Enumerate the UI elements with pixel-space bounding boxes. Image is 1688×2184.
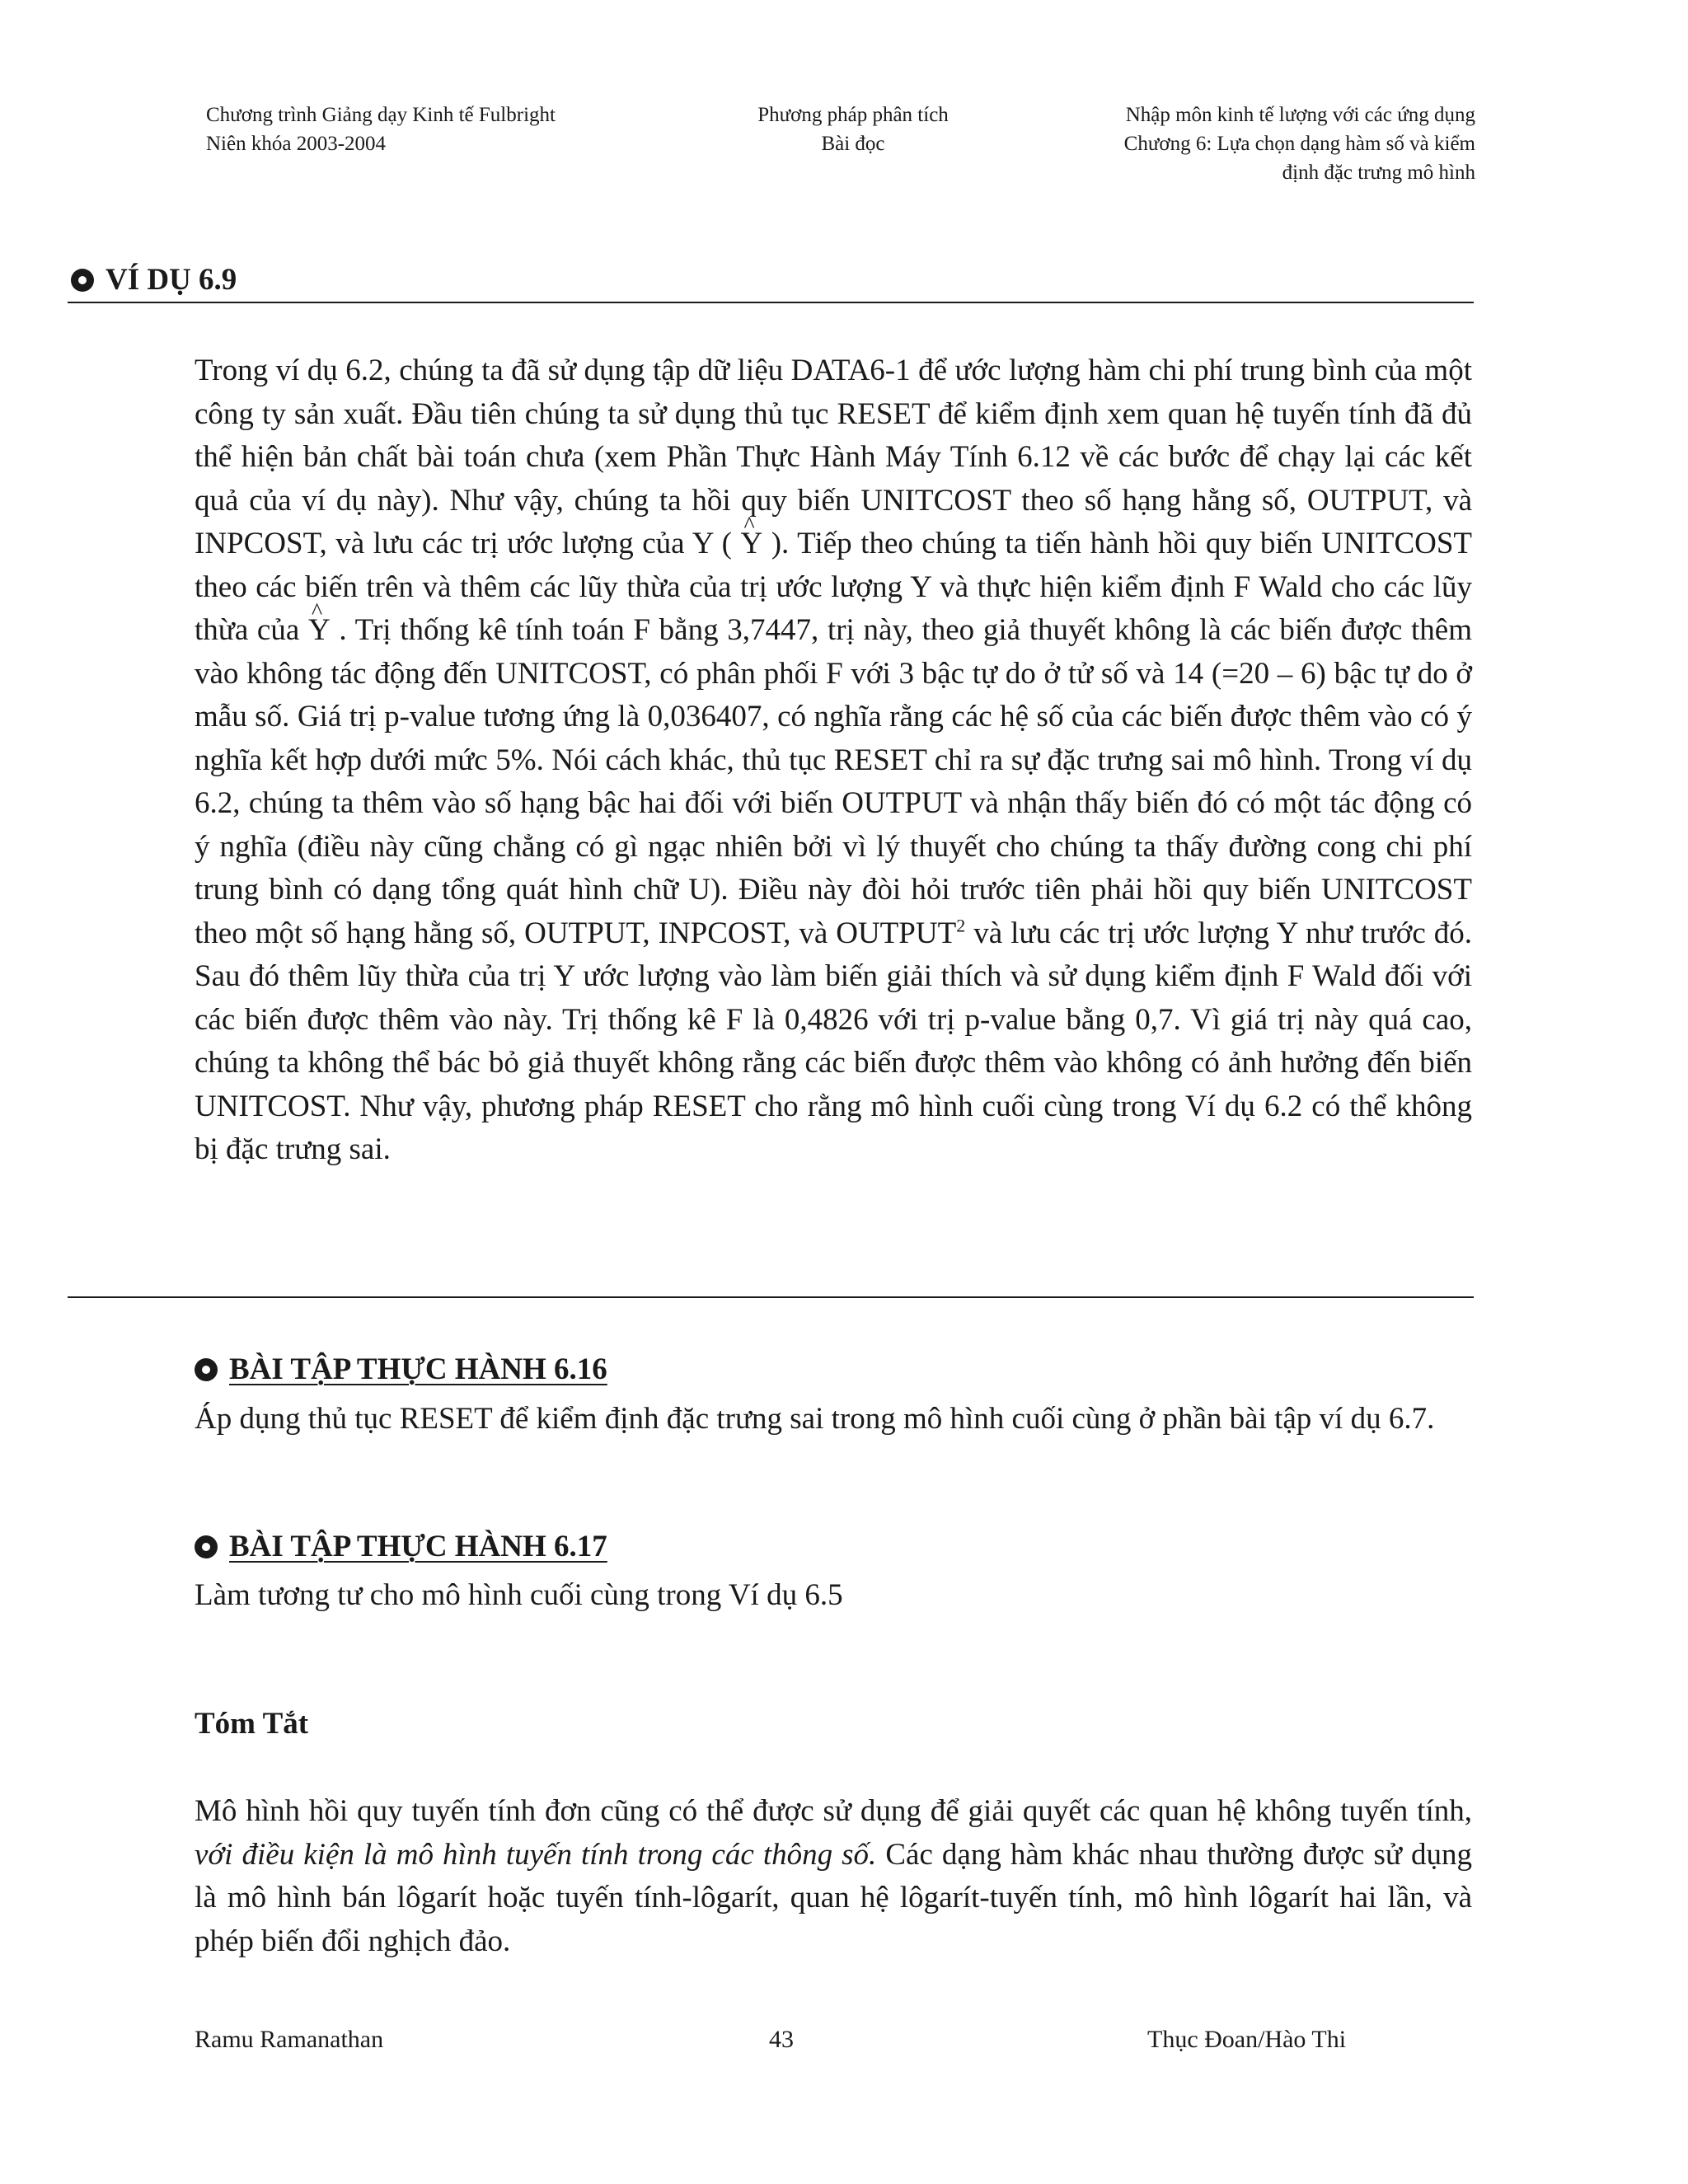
chapter-title: Chương 6: Lựa chọn dạng hàm số và kiểm — [1123, 133, 1475, 155]
summary-body — [195, 1790, 1472, 1963]
summary-text-italic: với điều kiện là mô hình tuyến tính trong các thông số. — [195, 1837, 877, 1872]
academic-year: Niên khóa 2003-2004 — [206, 133, 387, 155]
course-method: Phương pháp phân tích — [757, 104, 949, 126]
example-text-a: Trong ví dụ 6.2, chúng ta đã sử dụng tập dữ liệu DATA6-1 để ước lượng hàm chi phí trung bình của một công ty sản xuất. Đầu tiên chúng ta sử dụng thủ tục RESET để kiểm định xem quan hệ tuyến tính đã đủ thể hiện bản chất bài toán chưa (xem Phần Thực Hành Máy Tính 6.12 về các bước để chạy lại các kết quả của ví dụ này). Như vậy, chúng ta hồi quy biến UNITCOST theo số hạng hằng số, OUTPUT, và INPCOST, và lưu các trị ước lượng của Y ( — [195, 354, 1472, 560]
exercise-17-title — [195, 1529, 607, 1565]
footer-translators: Thục Đoan/Hào Thi — [1147, 2026, 1347, 2053]
footer-author: Ramu Ramanathan — [195, 2026, 384, 2053]
page-number: 43 — [769, 2026, 794, 2053]
chapter-title-cont: định đặc trưng mô hình — [1282, 162, 1475, 184]
superscript-2: 2 — [956, 915, 966, 936]
summary-text-2: Các dạng hàm khác nhau thường được sử dụng là mô hình bán lôgarít hoặc tuyến tính-lôgarít, quan hệ lôgarít-tuyến tính, mô hình lôgarít hai lần, và phép biến đổi nghịch đảo. — [195, 1837, 1472, 1958]
header-middle — [729, 101, 977, 158]
reading-label: Bài đọc — [821, 133, 885, 155]
summary-title: Tóm Tắt — [195, 1707, 309, 1741]
book-title: Nhập môn kinh tế lượng với các ứng dụng — [1125, 104, 1475, 126]
bullet-icon — [71, 269, 94, 292]
bullet-icon — [195, 1358, 218, 1381]
example-text-d: và lưu các trị ước lượng Y như trước đó. Sau đó thêm lũy thừa của trị Y ước lượng vào làm biến giải thích và sử dụng kiểm định F Wald đối với các biến được thêm vào này. Trị thống kê F là 0,4826 với trị p-value bằng 0,7. Vì giá trị này quá cao, chúng ta không thể bác bỏ giả thuyết không rằng các biến được thêm vào không có ảnh hưởng đến biến UNITCOST. Như vậy, phương pháp RESET cho rằng mô hình cuối cùng trong Ví dụ 6.2 có thể không bị đặc trưng sai. — [195, 916, 1472, 1166]
exercise-16-title — [195, 1352, 607, 1388]
header-right — [1006, 101, 1475, 187]
example-text-c: . Trị thống kê tính toán F bằng 3,7447, trị này, theo giả thuyết không là các biến được thêm vào không tác động đến UNITCOST, có phân phối F với 3 bậc tự do ở tử số và 14 (=20 – 6) bậc tự do ở mẫu số. Giá trị p-value tương ứng là 0,036407, có nghĩa rằng các hệ số của các biến được thêm vào có ý nghĩa kết hợp dưới mức 5%. Nói cách khác, thủ tục RESET chỉ ra sự đặc trưng sai mô hình. Trong ví dụ 6.2, chúng ta thêm vào số hạng bậc hai đối với biến OUTPUT và nhận thấy biến đó có một tác động có ý nghĩa (điều này cũng chẳng có gì ngạc nhiên bởi vì lý thuyết cho chúng ta thấy đường cong chi phí trung bình có dạng tổng quát hình chữ U). Điều này đòi hỏi trước tiên phải hồi quy biến UNITCOST theo một số hạng hằng số, OUTPUT, INPCOST, và OUTPUT — [195, 613, 1472, 950]
exercise-17-title-text: BÀI TẬP THỰC HÀNH 6.17 — [229, 1530, 607, 1563]
exercise-16-text: Áp dụng thủ tục RESET để kiểm định đặc trưng sai trong mô hình cuối cùng ở phần bài tập ví dụ 6.7. — [195, 1402, 1435, 1436]
header-left — [206, 101, 556, 158]
section-rule-top — [68, 302, 1474, 303]
y-hat-symbol-2: ^ Y — [308, 609, 331, 653]
summary-text-1: Mô hình hồi quy tuyến tính đơn cũng có thể được sử dụng để giải quyết các quan hệ không tuyến tính, — [195, 1794, 1472, 1828]
y-hat-symbol: ^ Y — [740, 523, 762, 566]
example-title — [71, 262, 237, 298]
example-title-text: VÍ DỤ 6.9 — [106, 263, 237, 297]
program-name: Chương trình Giảng dạy Kinh tế Fulbright — [206, 104, 556, 126]
bullet-icon — [195, 1535, 218, 1558]
example-body — [195, 349, 1472, 1172]
exercise-16-title-text: BÀI TẬP THỰC HÀNH 6.16 — [229, 1352, 607, 1386]
exercise-17-text: Làm tương tư cho mô hình cuối cùng trong Ví dụ 6.5 — [195, 1578, 843, 1612]
example-text-b: ). Tiếp theo chúng ta tiến hành hồi quy biến UNITCOST theo các biến trên và thêm các lũy thừa của trị ước lượng Y và thực hiện kiểm định F Wald cho các lũy thừa của — [195, 527, 1473, 647]
section-rule-bottom — [68, 1296, 1474, 1298]
